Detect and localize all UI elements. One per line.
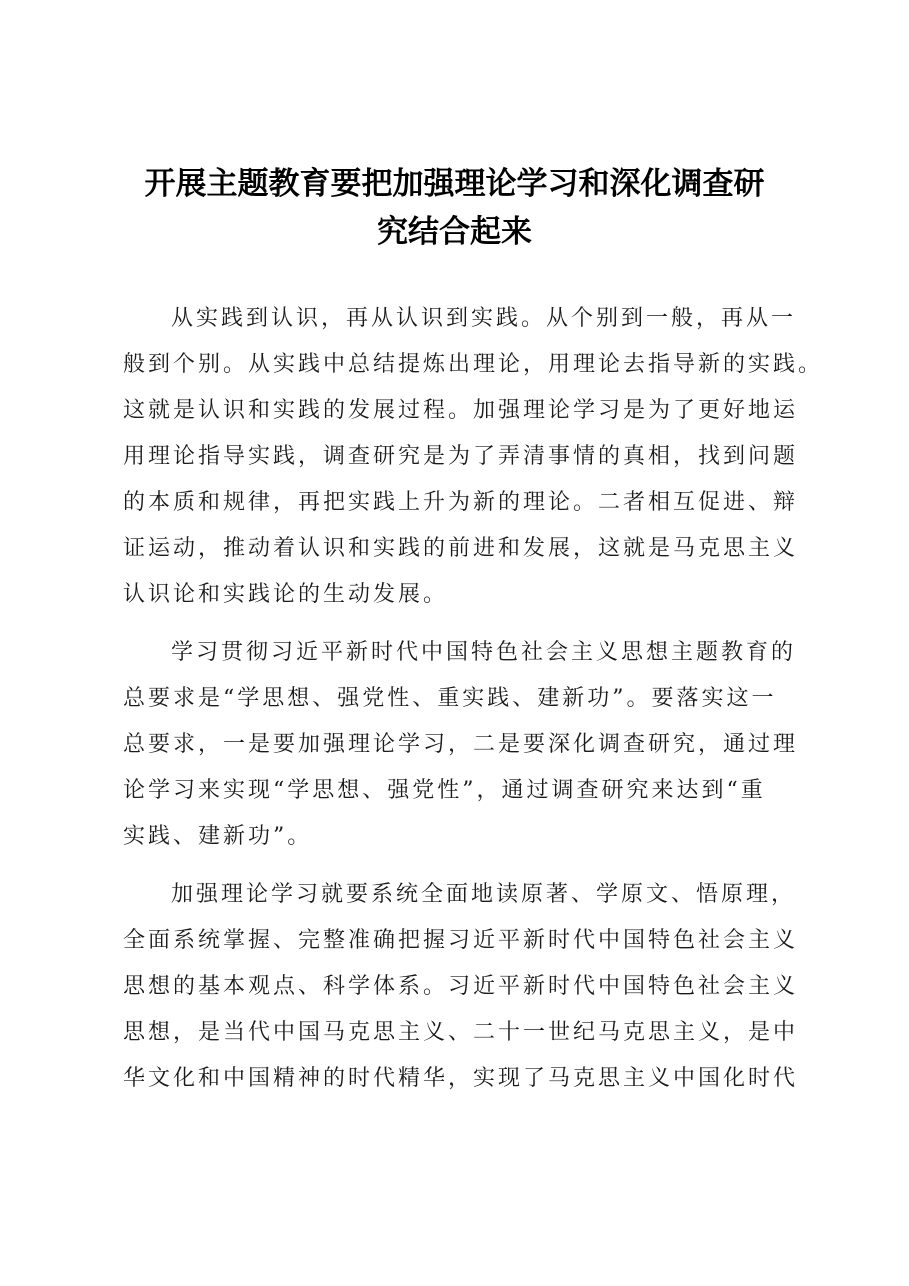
text-line: 总要求，一是要加强理论学习，二是要深化调查研究，通过理	[123, 732, 799, 757]
title-line: 开展主题教育要把加强理论学习和深化调查研	[144, 166, 765, 202]
text-line: 思想，是当代中国马克思主义、二十一世纪马克思主义，是中	[123, 1020, 799, 1045]
text-line: 从实践到认识，再从认识到实践。从个别到一般，再从一	[171, 306, 797, 331]
text-line: 证运动，推动着认识和实践的前进和发展，这就是马克思主义	[123, 536, 799, 561]
text-line: 用理论指导实践，调查研究是为了弄清事情的真相，找到问题	[123, 444, 799, 469]
paragraph-2	[123, 630, 803, 860]
text-line: 华文化和中国精神的时代精华，实现了马克思主义中国化时代	[123, 1066, 799, 1091]
text-line: 实践、建新功”。	[123, 824, 313, 849]
text-line: 思想的基本观点、科学体系。习近平新时代中国特色社会主义	[123, 974, 799, 999]
text-line: 的本质和规律，再把实践上升为新的理论。二者相互促进、辩	[123, 490, 799, 515]
text-line: 加强理论学习就要系统全面地读原著、学原文、悟原理，	[171, 882, 797, 907]
paragraph-3	[123, 872, 803, 1102]
document-body	[123, 296, 824, 1114]
text-line: 这就是认识和实践的发展过程。加强理论学习是为了更好地运	[123, 398, 799, 423]
text-line: 学习贯彻习近平新时代中国特色社会主义思想主题教育的	[171, 640, 797, 665]
text-line: 全面系统掌握、完整准确把握习近平新时代中国特色社会主义	[123, 928, 799, 953]
text-line: 般到个别。从实践中总结提炼出理论，用理论去指导新的实践。	[123, 352, 824, 377]
text-line: 论学习来实现“学思想、强党性”，通过调查研究来达到“重	[123, 778, 766, 803]
text-line: 认识论和实践论的生动发展。	[123, 582, 449, 607]
paragraph-1	[123, 296, 824, 618]
document-title	[100, 160, 809, 256]
text-line: 总要求是“学思想、强党性、重实践、建新功”。要落实这一	[123, 686, 777, 711]
title-line: 究结合起来	[377, 214, 532, 250]
